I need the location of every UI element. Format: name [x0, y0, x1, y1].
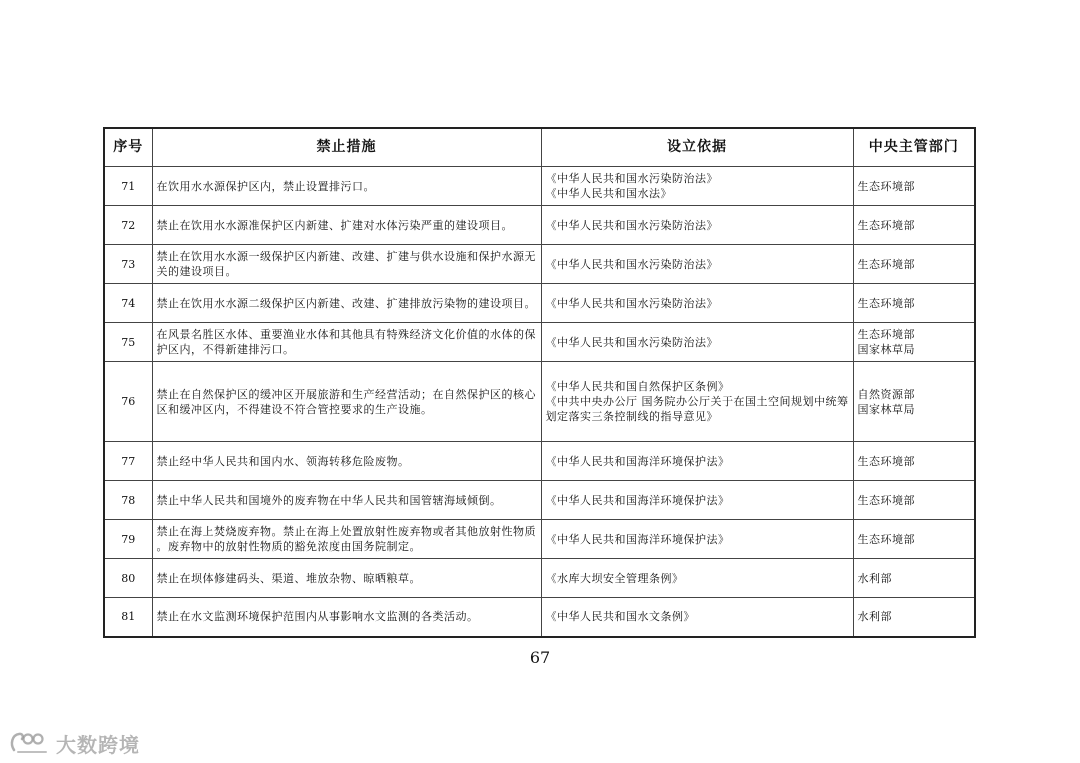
measure-cell-line: 区和缓冲区内，不得建设不符合管控要求的生产设施。 — [156, 402, 433, 416]
basis-cell-line: 《中华人民共和国水污染防治法》 — [545, 335, 718, 349]
department-cell-line: 生态环境部 — [857, 218, 915, 232]
header-measure: 禁止措施 — [152, 128, 541, 167]
department-cell — [853, 323, 975, 362]
measure-cell-line: 禁止经中华人民共和国内水、领海转移危险废物。 — [156, 454, 410, 468]
department-cell-line: 生态环境部 — [857, 493, 915, 507]
basis-cell-line: 《中华人民共和国水污染防治法》 — [545, 296, 718, 310]
table-row — [104, 520, 975, 559]
department-cell-line: 国家林草局 — [857, 402, 915, 416]
measure-cell-line: 禁止中华人民共和国境外的废弃物在中华人民共和国管辖海域倾倒。 — [156, 493, 502, 507]
table-row — [104, 323, 975, 362]
basis-cell — [541, 559, 853, 598]
department-cell — [853, 520, 975, 559]
basis-cell — [541, 520, 853, 559]
department-cell — [853, 167, 975, 206]
table-body — [104, 167, 975, 637]
watermark — [8, 727, 140, 759]
measure-cell-line: 禁止在饮用水水源一级保护区内新建、改建、扩建与供水设施和保护水源无 — [156, 250, 536, 263]
measure-cell-line: 在饮用水水源保护区内，禁止设置排污口。 — [156, 179, 375, 193]
row-number: 77 — [104, 442, 152, 481]
row-number: 81 — [104, 598, 152, 637]
row-number: 74 — [104, 284, 152, 323]
row-number: 71 — [104, 167, 152, 206]
department-cell — [853, 442, 975, 481]
department-cell-line: 自然资源部 — [857, 387, 915, 401]
measure-cell-line: 禁止在坝体修建码头、渠道、堆放杂物、晾晒粮草。 — [156, 571, 421, 585]
department-cell — [853, 284, 975, 323]
department-cell — [853, 481, 975, 520]
table-row — [104, 481, 975, 520]
department-cell-line: 生态环境部 — [857, 532, 915, 546]
measure-cell-line: 在风景名胜区水体、重要渔业水体和其他具有特殊经济文化价值的水体的保 — [156, 328, 536, 341]
basis-cell-line: 《中华人民共和国水污染防治法》 — [545, 172, 718, 185]
table-header-row — [104, 128, 975, 167]
basis-cell-line: 《中华人民共和国水法》 — [545, 187, 672, 200]
department-cell-line: 生态环境部 — [857, 257, 915, 271]
row-number: 76 — [104, 362, 152, 442]
basis-cell — [541, 323, 853, 362]
table-row — [104, 598, 975, 637]
department-cell-line: 生态环境部 — [857, 328, 915, 341]
measure-cell — [152, 284, 541, 323]
table-row — [104, 559, 975, 598]
basis-cell-line: 《中华人民共和国水污染防治法》 — [545, 257, 718, 271]
measure-cell-line: 禁止在海上焚烧废弃物。禁止在海上处置放射性废弃物或者其他放射性物质 — [156, 525, 536, 538]
measure-cell — [152, 520, 541, 559]
measure-cell — [152, 559, 541, 598]
measure-cell — [152, 442, 541, 481]
measure-cell-line: 禁止在水文监测环境保护范围内从事影响水文监测的各类活动。 — [156, 610, 479, 624]
department-cell — [853, 598, 975, 637]
basis-cell — [541, 245, 853, 284]
header-num: 序号 — [104, 128, 152, 167]
basis-cell-line: 《水库大坝安全管理条例》 — [545, 571, 684, 585]
basis-cell — [541, 167, 853, 206]
table-row — [104, 442, 975, 481]
measure-cell — [152, 245, 541, 284]
header-basis: 设立依据 — [541, 128, 853, 167]
basis-cell — [541, 362, 853, 442]
row-number: 79 — [104, 520, 152, 559]
brand-logo-icon — [8, 730, 52, 756]
watermark-text: 大数跨境 — [56, 732, 140, 757]
measure-cell-line: 禁止在饮用水水源二级保护区内新建、改建、扩建排放污染物的建设项目。 — [156, 296, 536, 310]
table-row — [104, 167, 975, 206]
basis-cell-line: 《中共中央办公厅 国务院办公厅关于在国土空间规划中统筹 — [545, 395, 849, 408]
measure-cell — [152, 323, 541, 362]
department-cell — [853, 362, 975, 442]
basis-cell-line: 《中华人民共和国自然保护区条例》 — [545, 380, 730, 393]
measure-cell — [152, 598, 541, 637]
department-cell — [853, 245, 975, 284]
department-cell-line: 生态环境部 — [857, 296, 915, 310]
row-number: 72 — [104, 206, 152, 245]
department-cell-line: 国家林草局 — [857, 343, 915, 356]
row-number: 80 — [104, 559, 152, 598]
basis-cell-line: 《中华人民共和国海洋环境保护法》 — [545, 454, 730, 468]
measure-cell — [152, 481, 541, 520]
measure-cell-line: 关的建设项目。 — [156, 265, 237, 278]
header-dept: 中央主管部门 — [853, 128, 975, 167]
basis-cell — [541, 284, 853, 323]
basis-cell-line: 《中华人民共和国海洋环境保护法》 — [545, 532, 730, 546]
measure-cell — [152, 362, 541, 442]
basis-cell — [541, 206, 853, 245]
basis-cell — [541, 442, 853, 481]
table-row — [104, 284, 975, 323]
prohibition-table — [103, 127, 976, 638]
department-cell-line: 水利部 — [857, 571, 892, 585]
basis-cell-line: 《中华人民共和国水污染防治法》 — [545, 218, 718, 232]
basis-cell — [541, 481, 853, 520]
department-cell-line: 水利部 — [857, 610, 892, 624]
department-cell-line: 生态环境部 — [857, 454, 915, 468]
measure-cell — [152, 167, 541, 206]
basis-cell-line: 划定落实三条控制线的指导意见》 — [545, 410, 718, 423]
measure-cell-line: 禁止在自然保护区的缓冲区开展旅游和生产经营活动；在自然保护区的核心 — [156, 387, 536, 401]
row-number: 73 — [104, 245, 152, 284]
department-cell-line: 生态环境部 — [857, 179, 915, 193]
table-row — [104, 362, 975, 442]
row-number: 78 — [104, 481, 152, 520]
department-cell — [853, 559, 975, 598]
measure-cell-line: 禁止在饮用水水源准保护区内新建、扩建对水体污染严重的建设项目。 — [156, 218, 513, 232]
row-number: 75 — [104, 323, 152, 362]
table-row — [104, 206, 975, 245]
measure-cell-line: 护区内，不得新建排污口。 — [156, 343, 295, 356]
table-row — [104, 245, 975, 284]
measure-cell — [152, 206, 541, 245]
page-number: 67 — [529, 648, 551, 667]
measure-cell-line: 。废弃物中的放射性物质的豁免浓度由国务院制定。 — [156, 540, 421, 553]
basis-cell — [541, 598, 853, 637]
basis-cell-line: 《中华人民共和国水文条例》 — [545, 610, 695, 624]
department-cell — [853, 206, 975, 245]
basis-cell-line: 《中华人民共和国海洋环境保护法》 — [545, 493, 730, 507]
